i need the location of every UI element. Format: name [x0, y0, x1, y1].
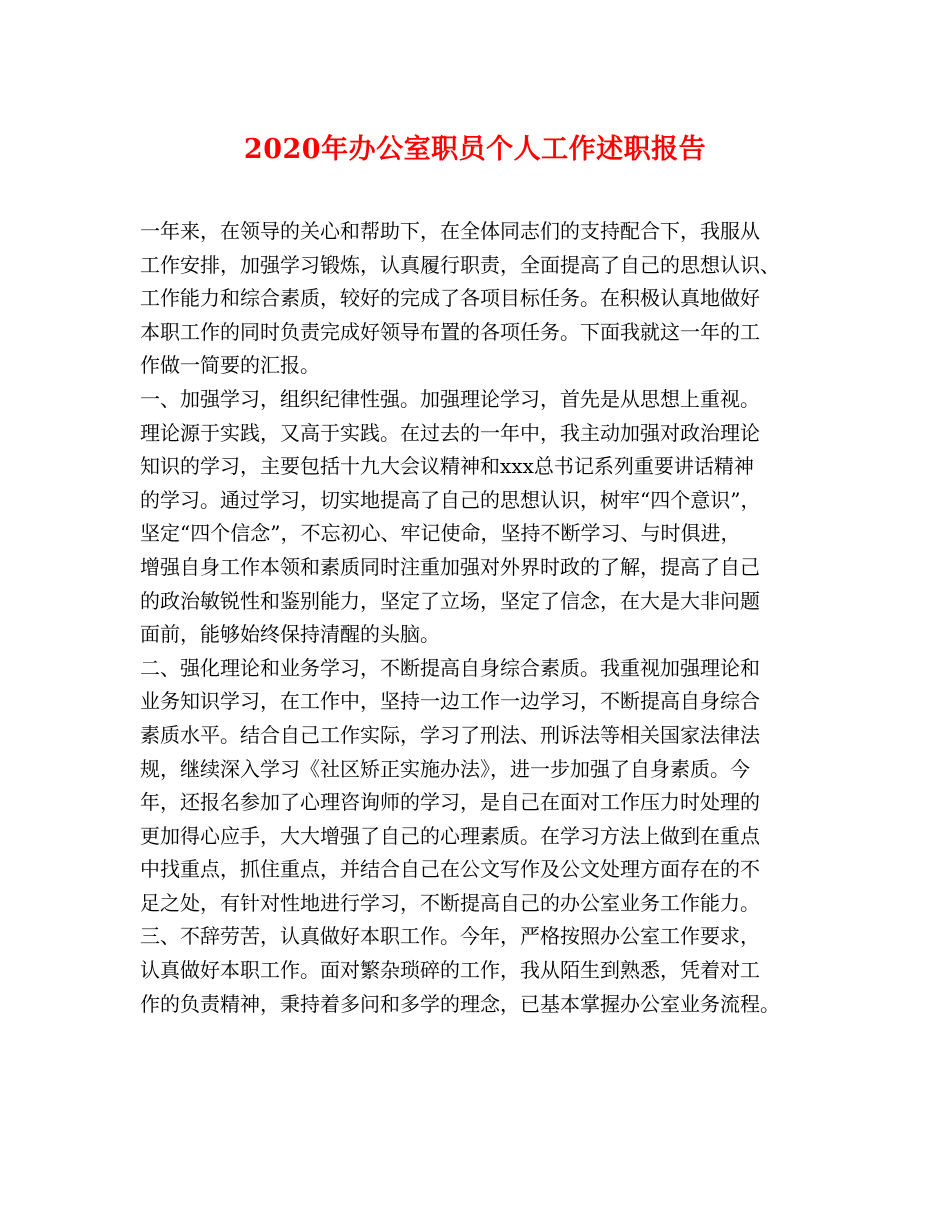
body-line: 三、不辞劳苦，认真做好本职工作。今年，严格按照办公室工作要求， [140, 924, 760, 949]
document-title: 2020年办公室职员个人工作述职报告 [243, 134, 707, 165]
body-line: 知识的学习，主要包括十九大会议精神和xxx总书记系列重要讲话精神 [140, 454, 754, 479]
body-line: 更加得心应手，大大增强了自己的心理素质。在学习方法上做到在重点 [140, 823, 760, 848]
body-line: 素质水平。结合自己工作实际，学习了刑法、刑诉法等相关国家法律法 [140, 722, 760, 747]
body-line: 一、加强学习，组织纪律性强。加强理论学习，首先是从思想上重视。 [140, 386, 760, 411]
body-line: 理论源于实践，又高于实践。在过去的一年中，我主动加强对政治理论 [140, 420, 760, 445]
body-line: 足之处，有针对性地进行学习，不断提高自己的办公室业务工作能力。 [140, 890, 760, 915]
body-line: 的学习。通过学习，切实地提高了自己的思想认识，树牢“四个意识”， [140, 487, 761, 512]
body-line: 工作能力和综合素质，较好的完成了各项目标任务。在积极认真地做好 [140, 286, 760, 311]
body-line: 一年来，在领导的关心和帮助下，在全体同志们的支持配合下，我服从 [140, 219, 760, 243]
body-line: 坚定“四个信念”，不忘初心、牢记使命，坚持不断学习、与时俱进， [140, 521, 741, 546]
body-line: 二、强化理论和业务学习，不断提高自身综合素质。我重视加强理论和 [140, 655, 760, 680]
body-line: 作的负责精神，秉持着多问和多学的理念，已基本掌握办公室业务流程。 [140, 991, 780, 1016]
body-line: 工作安排，加强学习锻炼，认真履行职责，全面提高了自己的思想认识、 [140, 252, 780, 277]
document-body [140, 215, 820, 1021]
body-line: 本职工作的同时负责完成好领导布置的各项任务。下面我就这一年的工 [140, 319, 760, 344]
body-line: 的政治敏锐性和鉴别能力，坚定了立场，坚定了信念，在大是大非问题 [140, 588, 760, 613]
body-line: 认真做好本职工作。面对繁杂琐碎的工作，我从陌生到熟悉，凭着对工 [140, 958, 760, 983]
body-line: 增强自身工作本领和素质同时注重加强对外界时政的了解，提高了自己 [140, 554, 760, 579]
body-line: 作做一简要的汇报。 [140, 353, 320, 378]
body-line: 业务知识学习，在工作中，坚持一边工作一边学习，不断提高自身综合 [140, 689, 760, 714]
body-line: 面前，能够始终保持清醒的头脑。 [140, 622, 440, 647]
body-line: 规，继续深入学习《社区矫正实施办法》，进一步加强了自身素质。今 [140, 756, 750, 781]
body-line: 中找重点，抓住重点，并结合自己在公文写作及公文处理方面存在的不 [140, 857, 760, 882]
body-line: 年，还报名参加了心理咨询师的学习，是自己在面对工作压力时处理的 [140, 790, 760, 815]
